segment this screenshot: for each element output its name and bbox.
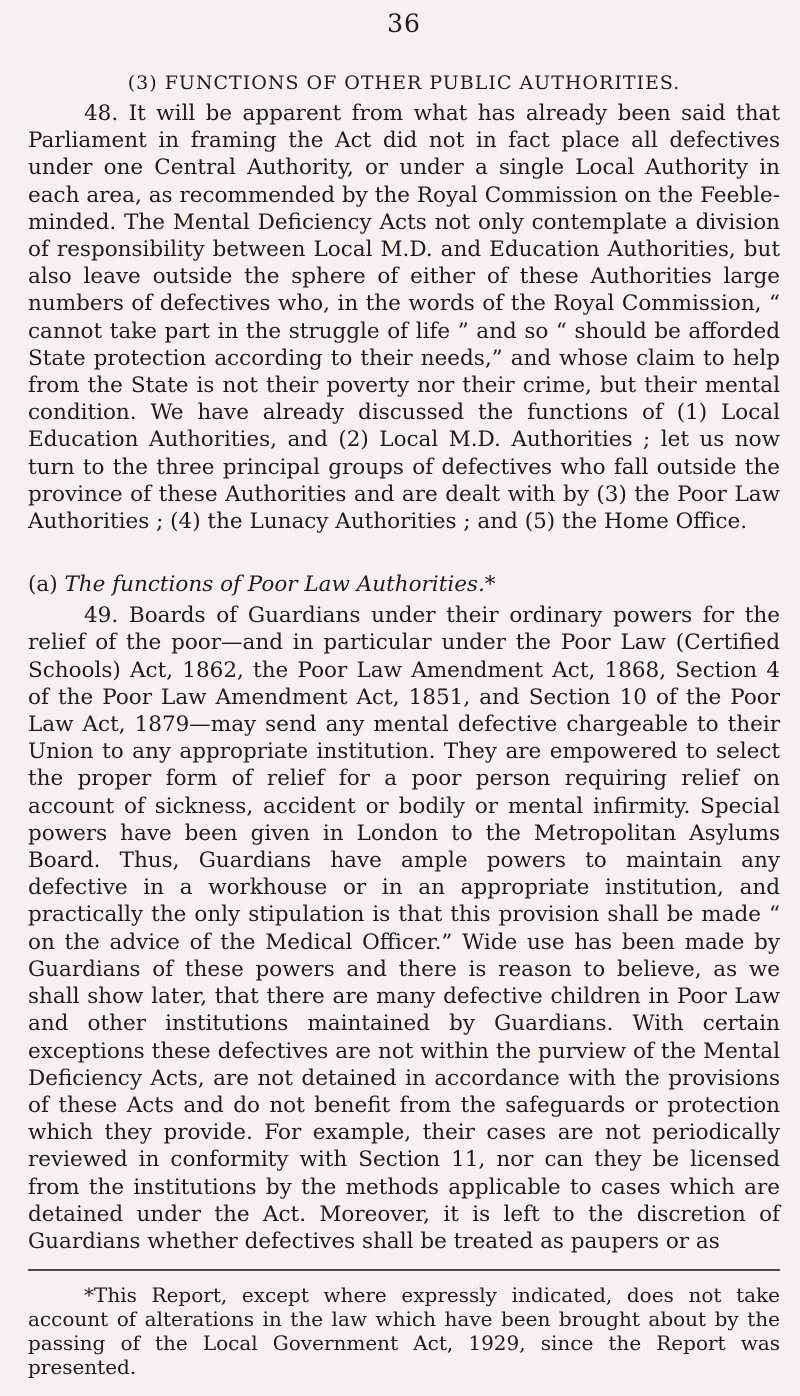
footnote: *This Report, except where expressly indicated, does not take account of alterations in the law which have been brought about by the passing of the Local Government Act, 1929, since the Report was presented. <box>28 1283 780 1380</box>
footnote-divider <box>28 1269 780 1271</box>
paragraph-49: 49. Boards of Guardians under their ordinary powers for the relief of the poor—and in particular under the Poor Law (Certified Schools) Act, 1862, the Poor Law Amendment Act, 1868, Section 4 of the Poor Law Amendment Act, 1851, and Section 10 of the Poor Law Act, 1879—may send any mental defective chargeable to their Union to any appropriate institution. They are empowered to select the proper form of relief for a poor person requiring relief on account of sickness, accident or bodily or mental infirmity. Special powers have been given in London to the Metropolitan Asylums Board. Thus, Guardians have ample powers to maintain any defective in a workhouse or in an appropriate institution, and practically the only stipulation is that this provision shall be made “ on the advice of the Medical Officer.” Wide use has been made by Guardians of these powers and there is reason to believe, as we shall show later, that there are many defective children in Poor Law and other institutions maintained by Guardians. With certain exceptions these defectives are not within the purview of the Mental Deficiency Acts, are not detained in accordance with the provisions of these Acts and do not benefit from the safeguards or protection which they provide. For example, their cases are not periodically reviewed in conformity with Section 11, nor can they be licensed from the institutions by the methods applicable to cases which are detained under the Act. Moreover, it is left to the discretion of Guardians whether defectives shall be treated as paupers or as <box>28 603 780 1254</box>
page-number: 36 <box>387 9 421 38</box>
subsection-label: (a) <box>28 572 58 598</box>
section-heading: (3) FUNCTIONS OF OTHER PUBLIC AUTHORITIES. <box>127 72 681 94</box>
subsection-title: The functions of Poor Law Authorities.* <box>64 572 496 598</box>
paragraph-48: 48. It will be apparent from what has already been said that Parliament in framing the Act did not in fact place all defectives under one Central Authority, or under a single Local Authority in each area, as recommended by the Royal Commission on the Feeble-minded. The Mental Deficiency Acts not only contemplate a division of responsibility between Local M.D. and Education Authorities, but also leave outside the sphere of either of these Authorities large numbers of defectives who, in the words of the Royal Commission, “ cannot take part in the struggle of life ” and so “ should be afforded State protection according to their needs,” and whose claim to help from the State is not their poverty nor their crime, but their mental condition. We have already discussed the functions of (1) Local Education Authorities, and (2) Local M.D. Authorities ; let us now turn to the three principal groups of defectives who fall outside the province of these Authorities and are dealt with by (3) the Poor Law Authorities ; (4) the Lunacy Authorities ; and (5) the Home Office. <box>28 101 780 535</box>
subsection-heading <box>28 571 780 598</box>
